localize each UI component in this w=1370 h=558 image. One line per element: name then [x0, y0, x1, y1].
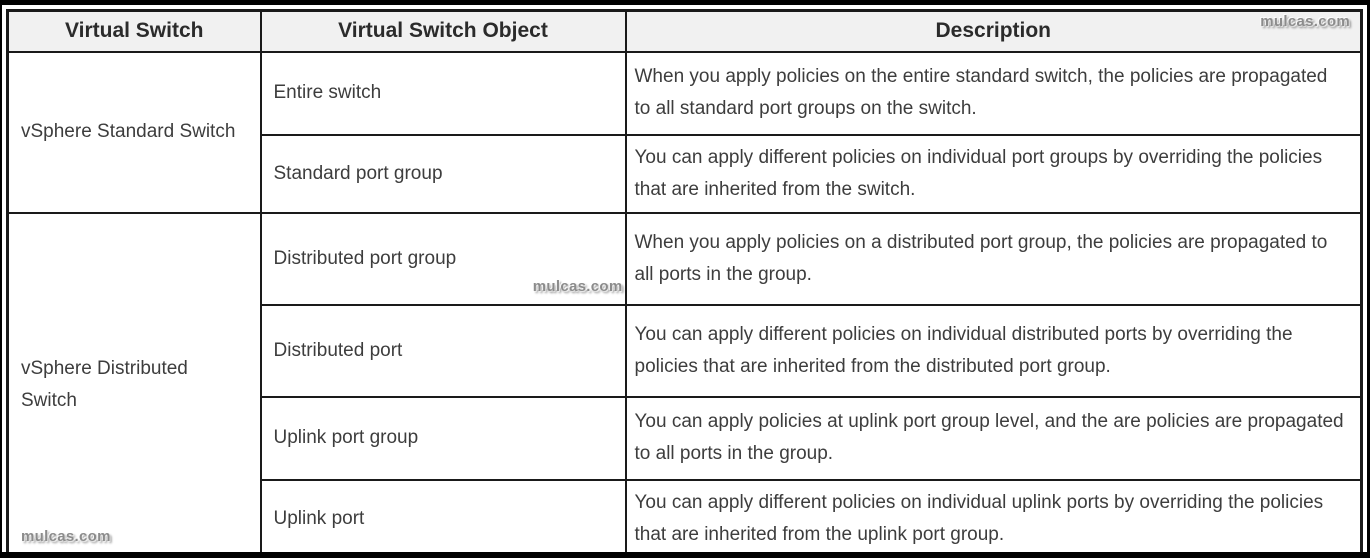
cell-object-standard-port-group: Standard port group — [261, 135, 626, 213]
virtual-switch-policy-table — [6, 9, 1363, 558]
cell-desc-distributed-port: You can apply different policies on individual distributed ports by overriding the policies that are inherited from the distributed port group. — [626, 305, 1362, 397]
cell-object-distributed-port-group — [261, 213, 626, 305]
cell-switch-distributed — [8, 213, 261, 558]
header-row — [8, 11, 1362, 52]
cell-desc-uplink-port: You can apply different policies on individual uplink ports by overriding the policies that are inherited from the uplink port group. — [626, 480, 1362, 558]
header-virtual-switch-label: Virtual Switch — [65, 19, 204, 43]
watermark-bottom-left: mulcas.com — [21, 527, 111, 545]
cell-desc-standard-port-group: You can apply different policies on individual port groups by overriding the policies that are inherited from the switch. — [626, 135, 1362, 213]
cell-switch-distributed-label: vSphere Distributed Switch — [21, 358, 188, 411]
watermark-middle: mulcas.com — [532, 277, 623, 295]
cell-object-uplink-port-group: Uplink port group — [261, 397, 626, 480]
cell-object-distributed-port-group-label: Distributed port group — [273, 247, 457, 269]
header-description — [626, 11, 1362, 52]
cell-switch-standard: vSphere Standard Switch — [8, 52, 261, 213]
cell-object-distributed-port: Distributed port — [261, 305, 626, 397]
cell-object-entire-switch: Entire switch — [261, 52, 626, 135]
cell-desc-distributed-port-group: When you apply policies on a distributed port group, the policies are propagated to all ports in the group. — [626, 213, 1362, 305]
cell-object-uplink-port: Uplink port — [261, 480, 626, 558]
table-row — [8, 52, 1362, 135]
cell-desc-uplink-port-group: You can apply policies at uplink port group level, and the are policies are propagated to all ports in the group. — [626, 397, 1362, 480]
header-virtual-switch — [8, 11, 261, 52]
cell-desc-entire-switch: When you apply policies on the entire standard switch, the policies are propagated to all standard port groups on the switch. — [626, 52, 1362, 135]
table-row — [8, 213, 1362, 305]
watermark-top-right: mulcas.com — [1260, 13, 1350, 30]
header-virtual-switch-object-label: Virtual Switch Object — [338, 19, 548, 43]
header-description-label: Description — [935, 19, 1052, 43]
header-virtual-switch-object — [261, 11, 626, 52]
